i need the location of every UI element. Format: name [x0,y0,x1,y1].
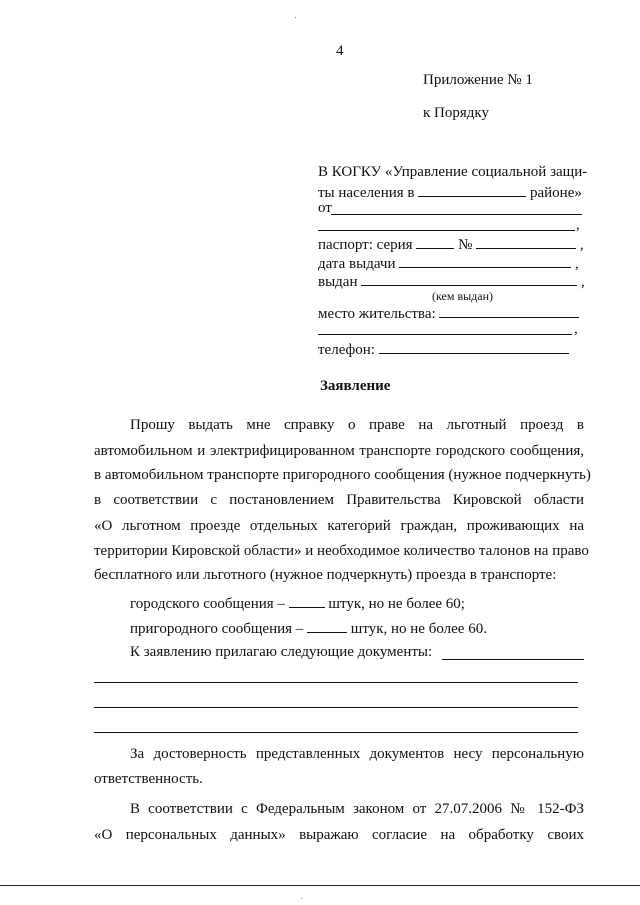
suburban-tickets-line [130,618,487,638]
from-label: от [318,200,332,216]
statement-line-2: автомобильном и электрифицированном транспорте городского сообщения, [94,443,584,459]
city-tickets-label: городского сообщения – [130,596,285,612]
residence-field-2[interactable] [318,318,572,335]
scan-speck [301,898,302,899]
comma: , [580,274,585,290]
responsibility-line-1: За достоверность представленных документов несу персональную [130,746,584,762]
responsibility-line-2: ответственность. [94,771,203,787]
appendix-title: Приложение № 1 [423,72,533,88]
consent-line-1: В соответствии с Федеральным законом от 27.07.2006 № 152-ФЗ [130,801,584,817]
city-tickets-suffix: штук, но не более 60; [328,596,465,612]
addressee-district-suffix: районе» [530,185,582,201]
statement-title: Заявление [320,378,391,394]
issue-date-field[interactable] [399,253,571,268]
residence-label: место жительства: [318,306,436,322]
comma: , [574,256,579,272]
phone-label: телефон: [318,342,375,358]
comma: , [576,217,580,233]
passport-number-field[interactable] [476,234,576,249]
statement-line-7: бесплатного или льготного (нужное подчеркнуть) проезда в транспорте: [94,567,557,583]
issued-by-field[interactable] [361,271,577,286]
attach-label: К заявлению прилагаю следующие документы: [130,644,433,660]
comma: , [574,321,578,337]
passport-series-label: паспорт: серия [318,237,413,253]
page-number: 4 [336,43,344,59]
district-field[interactable] [418,182,526,197]
statement-line-3: в автомобильном транспорте пригородного сообщения (нужное подчеркнуть) [94,467,591,483]
city-tickets-line [130,593,465,613]
scan-speck [295,17,296,18]
statement-line-4: в соответствии с постановлением Правительства Кировской области [94,492,584,508]
addressee-line-1: В КОГКУ «Управление социальной защи- [318,164,588,180]
passport-series-field[interactable] [416,234,454,249]
attach-field-2[interactable] [94,670,578,683]
consent-line-2: «О персональных данных» выражаю согласие на обработку своих [94,827,584,843]
suburban-tickets-field[interactable] [307,618,347,633]
attach-field-3[interactable] [94,695,578,708]
addressee-district-prefix: ты населения в [318,185,415,201]
attach-field-1[interactable] [442,643,584,660]
issue-date-label: дата выдачи [318,256,396,272]
attach-field-4[interactable] [94,720,578,733]
from-name-field-2[interactable] [318,214,575,231]
city-tickets-field[interactable] [289,593,325,608]
phone-line [318,339,569,359]
issued-by-line [318,271,585,291]
passport-line [318,234,584,254]
appendix-subtitle: к Порядку [423,105,489,121]
suburban-tickets-label: пригородного сообщения – [130,621,304,637]
statement-line-1: Прошу выдать мне справку о праве на льготный проезд в [130,417,584,433]
from-name-field[interactable] [331,198,582,215]
bottom-rule [0,884,640,886]
statement-line-5: «О льготном проезде отдельных категорий граждан, проживающих на [94,518,584,534]
suburban-tickets-suffix: штук, но не более 60. [350,621,487,637]
residence-field[interactable] [439,303,579,318]
statement-line-6: территории Кировской области» и необходимое количество талонов на право [94,543,589,559]
issued-label: выдан [318,274,358,290]
issued-by-hint: (кем выдан) [432,289,494,303]
issue-date-line [318,253,579,273]
phone-field[interactable] [379,339,569,354]
passport-number-label: № [458,237,473,253]
comma: , [579,237,584,253]
